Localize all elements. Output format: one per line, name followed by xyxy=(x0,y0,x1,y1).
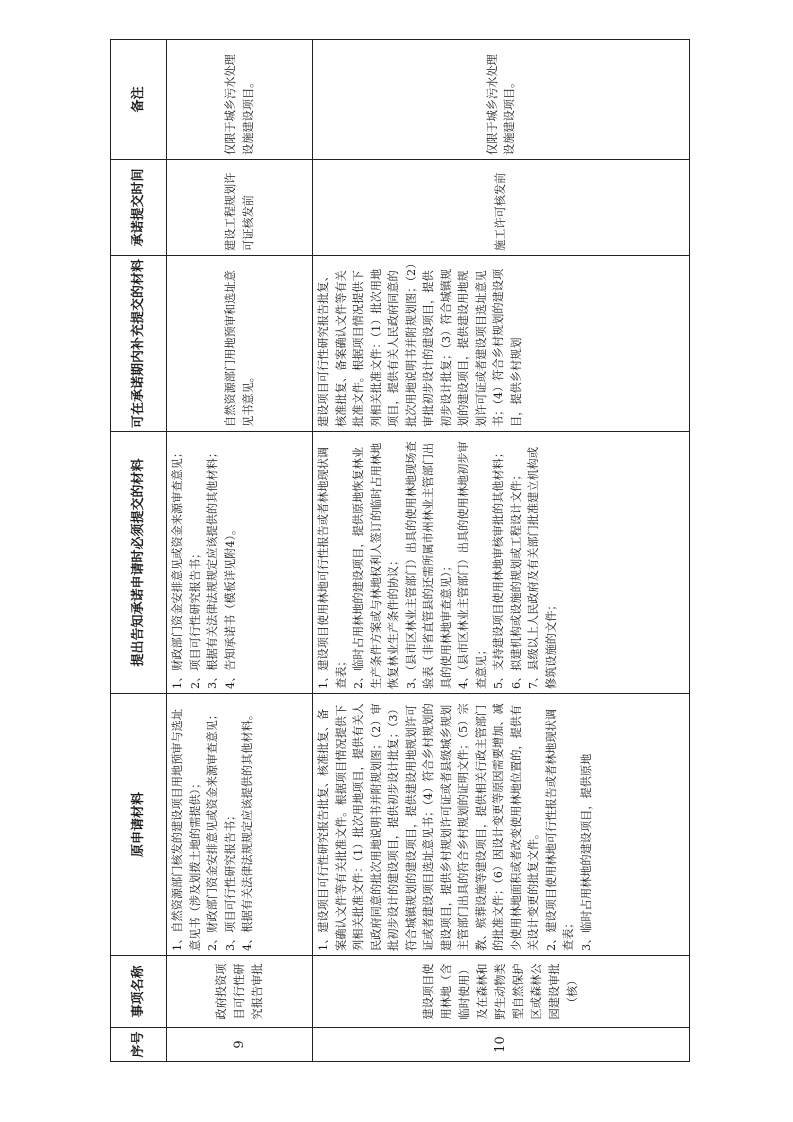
required-item: 5、支持建设项目使用林地审核审批的其他材料； xyxy=(492,446,505,689)
required-item: 4、告知承诺书（模板详见附4）。 xyxy=(223,523,237,689)
required-item: 3、（县市区林业主管部门）出具的使用林地现场查验表（非省直管县的还需所属市州林业主管部门出具的使用林地审查意见）； xyxy=(404,441,453,689)
header-supplement: 可在承诺期内补充提交的材料 xyxy=(111,256,167,432)
row-supplement: 建设项目可行性研究报告批复、核准批复、备案确认文件等有关批准文件。根据项目情况提供下列相关批准文件：（1）批次用地项目，提供有关人民政府同意的批次用地说明书并附规划图；（2）审批初步设计的建设项目，提供初步设计批复；（3）符合城镇规划的建设项目，提供建设用地规划许可证或者建设项目选址意见书；（4）符合乡村规划的建设项目，提供乡村规划 xyxy=(313,256,690,432)
required-item: 3、根据有关法律法规规定应该提供的其他材料； xyxy=(206,446,219,689)
required-item: 1、建设项目使用林地可行性报告或者林地现状调查表； xyxy=(317,446,348,689)
row-name: 建设项目使用林地（含临时使用）及在森林和野生动物类型自然保护区或森林公园建设审批（核） xyxy=(313,956,690,1028)
header-name: 事项名称 xyxy=(111,956,167,1028)
original-item: 1、自然资源部门核发的建设项目用地预审与选址意见书（涉及划拨土地的需提供）； xyxy=(171,708,202,951)
original-item: 2、建设项目使用林地可行性报告或者林地现状调查表； xyxy=(544,708,575,951)
required-item: 2、项目可行性研究报告书； xyxy=(188,547,202,689)
row-original xyxy=(167,694,313,956)
header-original: 原申请材料 xyxy=(111,694,167,956)
row-seq: 9 xyxy=(167,1028,313,1062)
row-remark: 仅限于城乡污水处理设施建设项目。 xyxy=(167,40,313,160)
row-seq: 10 xyxy=(313,1028,690,1062)
header-required: 提出告知承诺申请时必须提交的材料 xyxy=(111,432,167,694)
header-deadline: 承诺提交时间 xyxy=(111,160,167,256)
approval-materials-table xyxy=(110,39,690,1062)
original-item: 3、临时占用林地的建设项目，提供原地 xyxy=(579,753,593,951)
original-item: 3、项目可行性研究报告书； xyxy=(223,809,237,951)
required-item: 6、拟建机构或设施的规划或工程设计文件； xyxy=(509,469,523,689)
row-name: 政府投资项目可行性研究报告审批 xyxy=(167,956,313,1028)
table-row xyxy=(313,40,690,1062)
required-item: 2、临时占用林地的建设项目，提供原地恢复林业生产条件方案或与林地权利人签订的临时占用林地恢复林业生产条件的协议； xyxy=(352,442,400,689)
original-item: 4、根据有关法律法规规定应该提供的其他材料。 xyxy=(241,708,254,951)
header-seq: 序号 xyxy=(111,1028,167,1062)
header-remark: 备注 xyxy=(111,40,167,160)
rotated-table-wrapper xyxy=(110,40,690,1062)
row-deadline: 施工许可核发前 xyxy=(313,160,690,256)
row-original xyxy=(313,694,690,956)
original-item: 2、财政部门资金安排意见或资金来源审查意见； xyxy=(206,708,219,951)
required-item: 1、财政部门资金安排意见或资金来源审查意见； xyxy=(171,446,184,689)
row-deadline: 建设工程规划许可证核发前 xyxy=(167,160,313,256)
original-item: 1、建设项目可行性研究报告批复、核准批复、备案确认文件等有关批准文件。根据项目情况提供下列相关批准文件：（1）批次用地项目，提供有关人民政府同意的批次用地说明书并附规划图；（2）审批初步设计的建设项目，提供初步设计批复；（3）符合城镇规划的建设项目，提供建设用地规划许可证或者建设项目选址意见书；（4）符合乡村规划的建设项目，提供乡村规划许可证或者县级城乡规划主管部门出具的符合乡村规划的证明文件；（5）宗教、殡葬设施等建设项目，提供相关行政主管部门的批准文件；（6）因设计变更等原因需要增加、减少使用林地面积或者改变使用林地位置的，提供有关设计变更的批复文件。 xyxy=(317,703,540,951)
row-remark: 仅限于城乡污水处理设施建设项目。 xyxy=(313,40,690,160)
header-row xyxy=(111,40,167,1062)
table-row xyxy=(167,40,313,1062)
required-item: 7、县级以上人民政府及有关部门批准建立机构或修筑设施的文件； xyxy=(527,446,558,689)
row-required xyxy=(167,432,313,694)
row-required xyxy=(313,432,690,694)
required-item: 4、（县市区林业主管部门）出具的使用林地初步审查意见； xyxy=(457,441,488,689)
row-supplement: 自然资源部门用地预审和选址意见书意见。 xyxy=(167,256,313,432)
